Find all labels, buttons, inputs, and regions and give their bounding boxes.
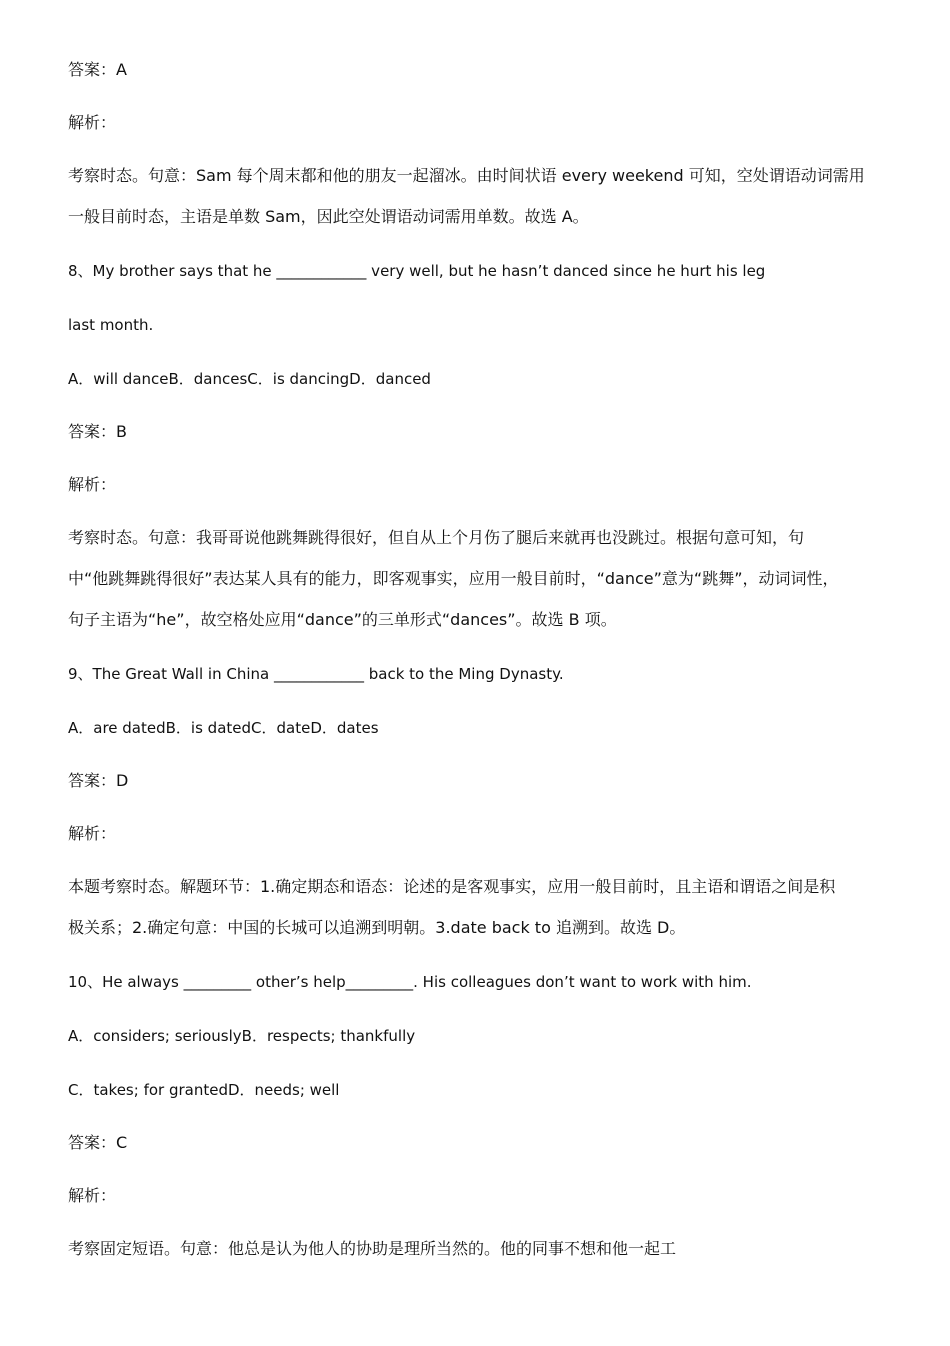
question-options: A．considers; seriouslyB．respects; thankfully: [68, 1027, 416, 1045]
question-text: last month.: [68, 316, 154, 334]
answer-line: 答案：A: [68, 60, 127, 79]
question-text: 8、My brother says that he ____________ very well, but he hasn’t danced since he hurt his leg: [68, 262, 766, 280]
question-text: 10、He always _________ other’s help_________. His colleagues don’t want to work with him.: [68, 973, 752, 991]
question-options: C．takes; for grantedD．needs; well: [68, 1081, 340, 1099]
analysis-text: 中“他跳舞跳得很好”表达某人具有的能力，即客观事实，应用一般目前时，“dance”意为“跳舞”，动词词性，: [68, 569, 839, 588]
analysis-text: 极关系；2.确定句意：中国的长城可以追溯到明朝。3.date back to 追溯到。故选 D。: [68, 918, 686, 937]
analysis-heading: 解析：: [68, 113, 117, 132]
analysis-heading: 解析：: [68, 475, 117, 494]
answer-line: 答案：D: [68, 771, 129, 790]
analysis-text: 句子主语为“he”，故空格处应用“dance”的三单形式“dances”。故选 B 项。: [68, 610, 617, 629]
analysis-text: 考察固定短语。句意：他总是认为他人的协助是理所当然的。他的同事不想和他一起工: [68, 1239, 677, 1258]
analysis-heading: 解析：: [68, 824, 117, 843]
answer-line: 答案：C: [68, 1133, 128, 1152]
question-options: A．are datedB．is datedC．dateD．dates: [68, 719, 379, 737]
question-text: 9、The Great Wall in China ____________ back to the Ming Dynasty.: [68, 665, 564, 683]
analysis-text: 考察时态。句意：我哥哥说他跳舞跳得很好，但自从上个月伤了腿后来就再也没跳过。根据句意可知，句: [68, 528, 805, 547]
question-options: A．will danceB．dancesC．is dancingD．danced: [68, 370, 431, 388]
analysis-text: 本题考察时态。解题环节：1.确定期态和语态：论述的是客观事实，应用一般目前时，且主语和谓语之间是积: [68, 877, 836, 896]
analysis-text: 一般目前时态，主语是单数 Sam，因此空处谓语动词需用单数。故选 A。: [68, 207, 589, 226]
analysis-heading: 解析：: [68, 1186, 117, 1205]
answer-line: 答案：B: [68, 422, 127, 441]
analysis-text: 考察时态。句意：Sam 每个周末都和他的朋友一起溜冰。由时间状语 every weekend 可知，空处谓语动词需用: [68, 166, 865, 185]
